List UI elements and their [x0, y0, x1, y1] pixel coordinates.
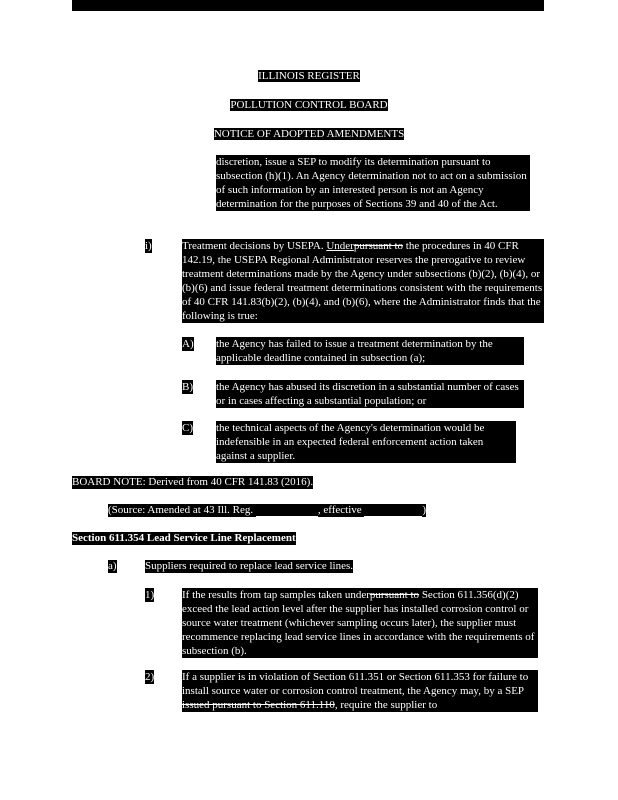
subsection-i-text: Treatment decisions by USEPA. Underpursuant to the procedures in 40 CFR 142.19, the USEPA Regional Administrator reserves the prerogative to review treatment determinations made by the Agency under subsections (b)(2), (b)(4), or (b)(6) and issue federal treatment determinations consistent with the requirements of 40 CFR 141.83(b)(2), (b)(4), and (b)(6), where the Administrator finds that the following is true: [182, 240, 543, 322]
register-title: ILLINOIS REGISTER [258, 70, 360, 82]
section-title: Section 611.354 Lead Service Line Replacement [72, 532, 296, 544]
board-note: BOARD NOTE: Derived from 40 CFR 141.83 (2016). [72, 476, 314, 488]
header-rule [72, 0, 544, 11]
board-title: POLLUTION CONTROL BOARD [230, 99, 388, 111]
subsection-i-label: i) [145, 240, 152, 252]
item-a-text: the Agency has failed to issue a treatment determination by the applicable deadline contained in subsection (a); [216, 337, 524, 365]
item-a-label: A) [182, 338, 194, 350]
item-c-label: C) [182, 422, 193, 434]
sub2-label: 2) [145, 671, 155, 683]
notice-title: NOTICE OF ADOPTED AMENDMENTS [213, 128, 405, 140]
sub1-text: If the results from tap samples taken underpursuant to Section 611.356(d)(2) exceed the lead action level after the supplier has installed corrosion control or source water treatment (whichever sampling occurs later), the supplier must recommence replacing lead service lines in accordance with the requirements of subsection (b). [182, 588, 538, 658]
sub1-label: 1) [145, 589, 155, 601]
subsection-a-label: a) [108, 560, 117, 572]
item-b-text: the Agency has abused its discretion in a substantial number of cases or in cases affecting a substantial population; or [216, 380, 524, 408]
sub2-text: If a supplier is in violation of Section 611.351 or Section 611.353 for failure to install source water or corrosion control treatment, the Agency may, by a SEP issued pursuant to Section 611.110, require the supplier to [182, 670, 538, 712]
item-b-label: B) [182, 381, 193, 393]
subsection-a-text: Suppliers required to replace lead service lines. [145, 560, 354, 572]
source-note: (Source: Amended at 43 Ill. Reg. , effective ) [108, 504, 427, 516]
item-c-text: the technical aspects of the Agency's determination would be indefensible in an expected federal enforcement action taken against a supplier. [216, 421, 516, 463]
continued-paragraph: discretion, issue a SEP to modify its determination pursuant to subsection (h)(1). An Agency determination not to act on a submission of such information by an interested person is not an Agency determination for the purposes of Sections 39 and 40 of the Act. [216, 155, 530, 211]
